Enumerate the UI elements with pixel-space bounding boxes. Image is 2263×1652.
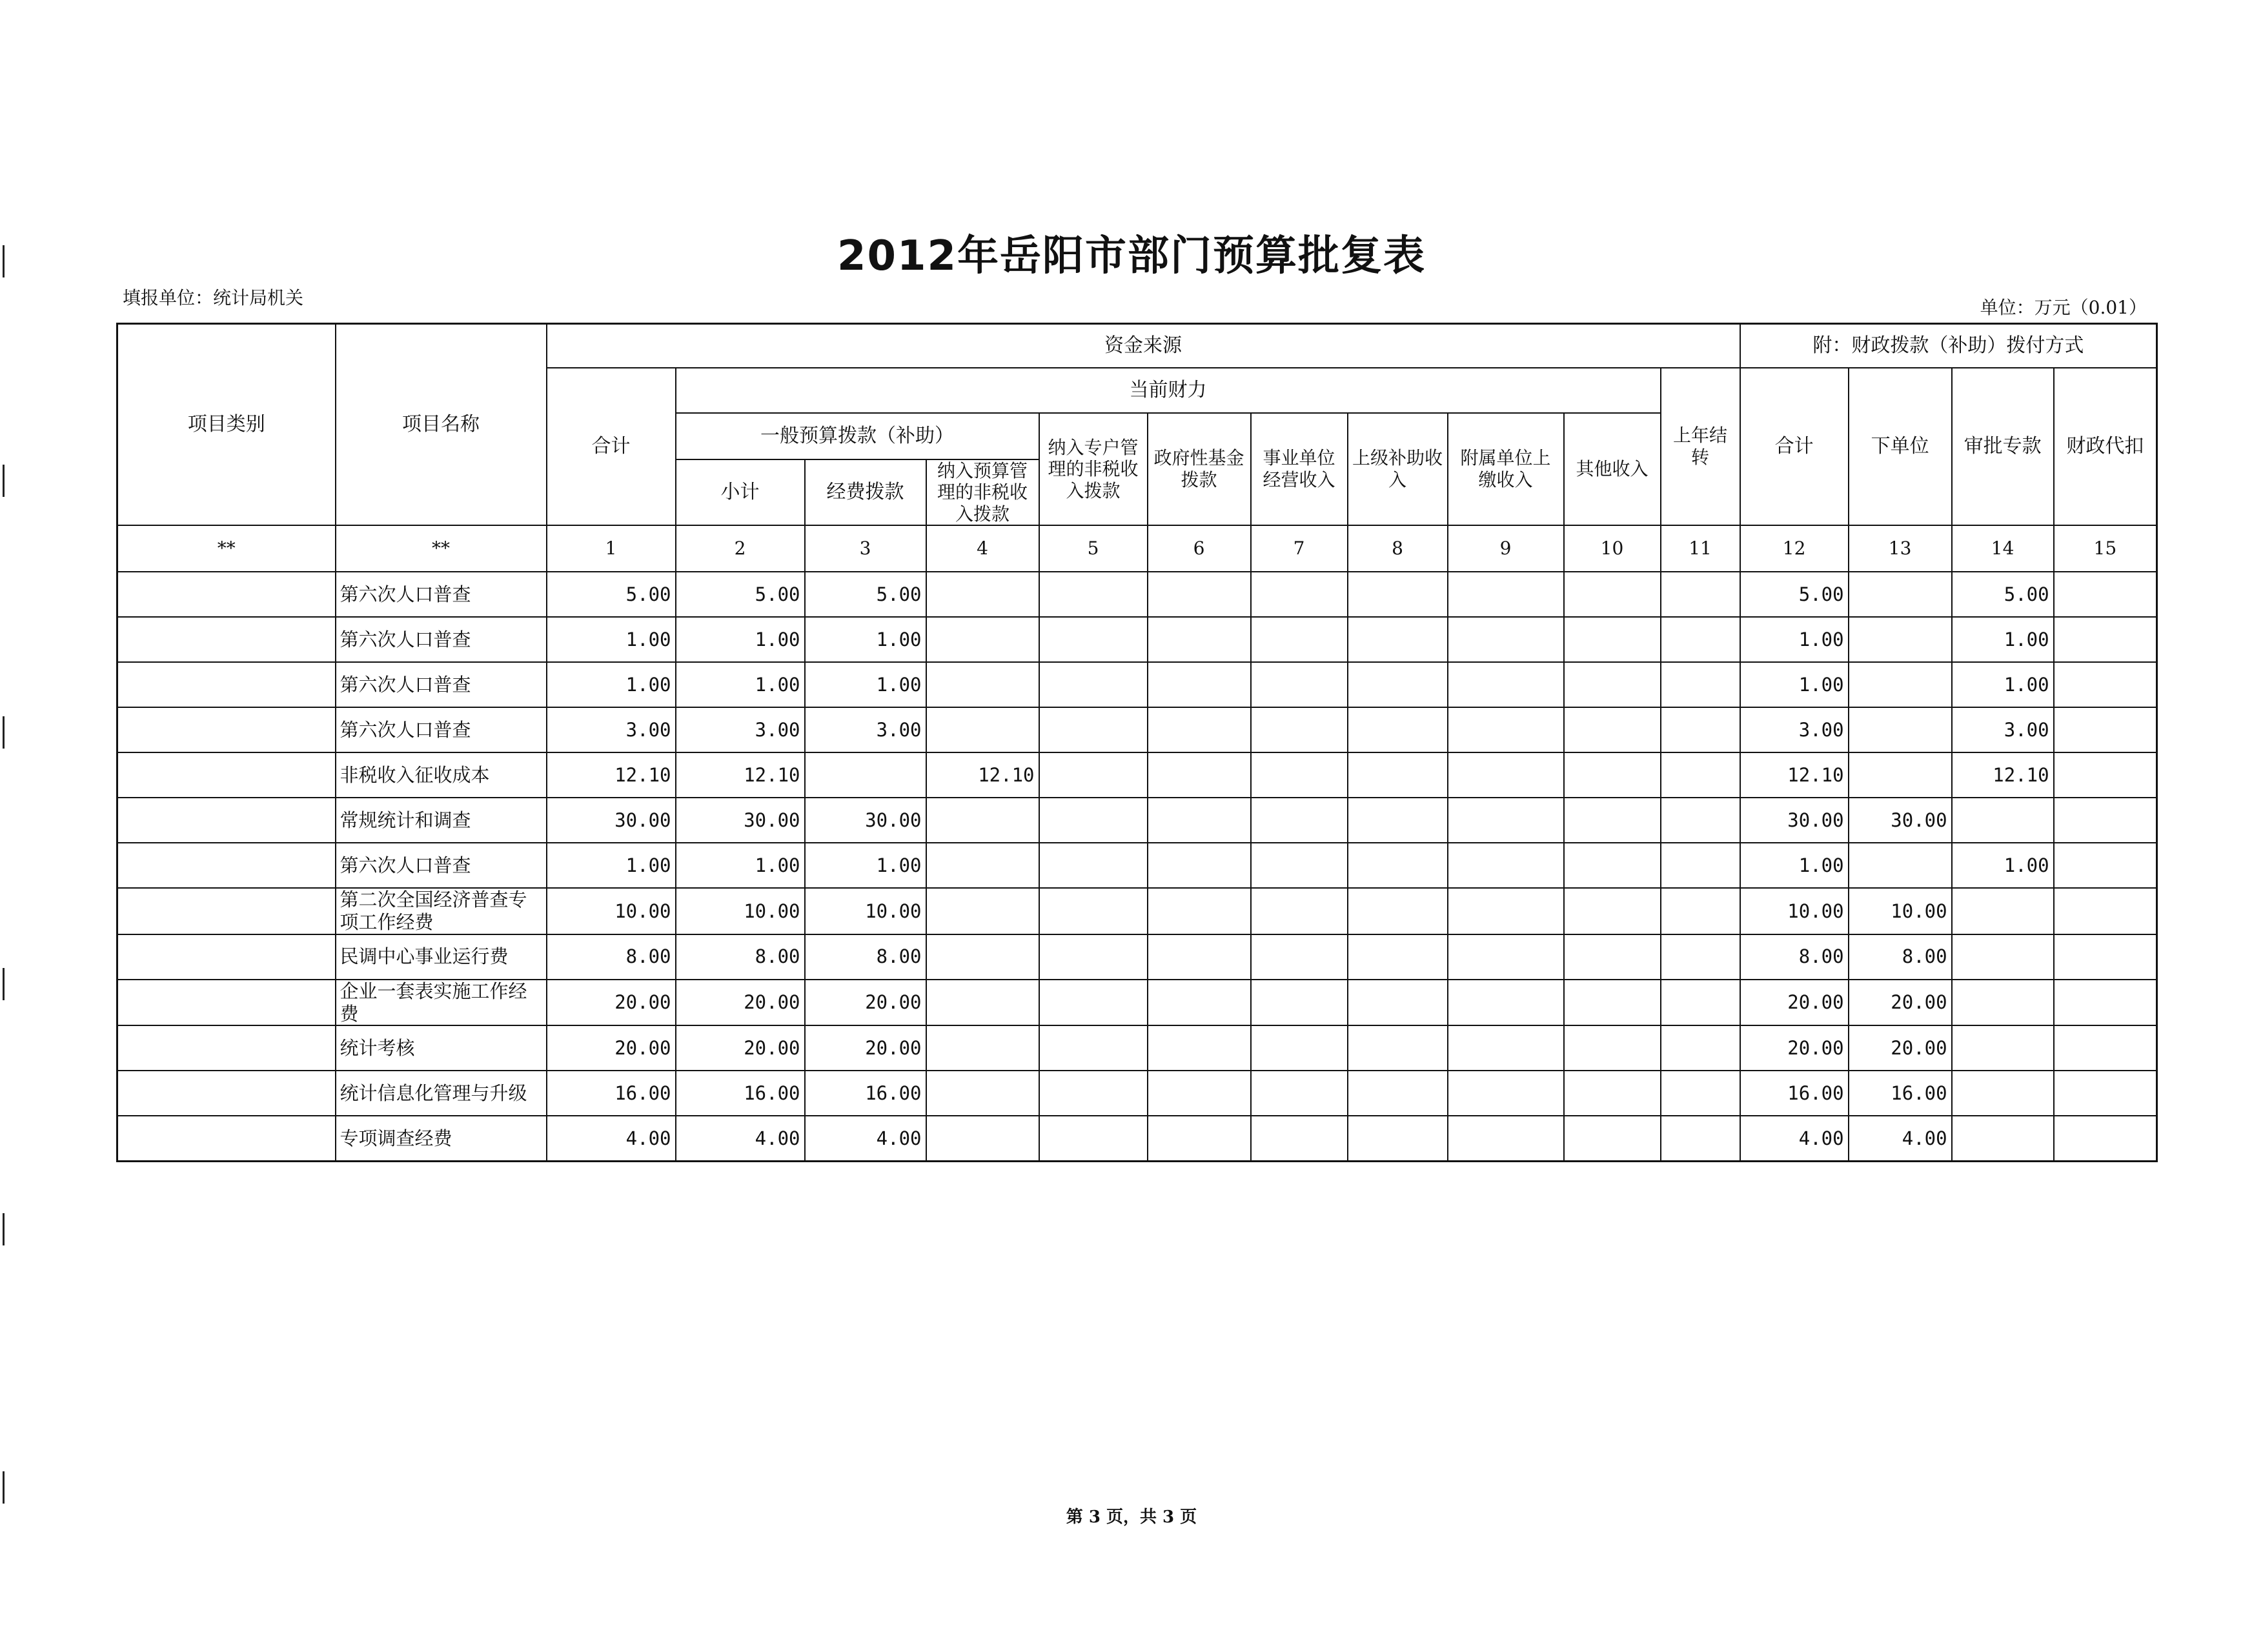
cell-amount-c2: 1.00 [676, 843, 805, 888]
cell-project-name: 非税收入征收成本 [336, 752, 547, 798]
cell-project-name: 统计信息化管理与升级 [336, 1071, 547, 1116]
cell-amount-c12: 20.00 [1740, 1025, 1849, 1071]
cell-amount-c3: 4.00 [805, 1116, 926, 1161]
cell-amount-c10 [1564, 617, 1661, 662]
cell-project-category [117, 934, 336, 980]
cell-amount-c12: 16.00 [1740, 1071, 1849, 1116]
cell-amount-c2: 12.10 [676, 752, 805, 798]
table-row [117, 1025, 2157, 1071]
cell-amount-c1: 4.00 [547, 1116, 676, 1161]
cell-amount-c14 [1952, 980, 2054, 1026]
cell-amount-c11 [1661, 617, 1740, 662]
cell-amount-c11 [1661, 662, 1740, 707]
cell-amount-c2: 20.00 [676, 1025, 805, 1071]
cell-amount-c2: 4.00 [676, 1116, 805, 1161]
cell-amount-c14 [1952, 798, 2054, 843]
cell-amount-c15 [2054, 707, 2157, 752]
cell-amount-c4 [926, 888, 1039, 934]
cell-amount-c9 [1448, 572, 1564, 617]
cell-amount-c10 [1564, 752, 1661, 798]
cell-amount-c5 [1039, 843, 1148, 888]
cell-amount-c4 [926, 617, 1039, 662]
cell-amount-c7 [1251, 1025, 1348, 1071]
header-affiliate-income: 附属单位上缴收入 [1448, 413, 1564, 526]
cell-project-category [117, 843, 336, 888]
cell-project-category [117, 572, 336, 617]
table-row [117, 662, 2157, 707]
cell-amount-c14 [1952, 934, 2054, 980]
column-index: 13 [1849, 525, 1952, 572]
cell-amount-c14 [1952, 1116, 2054, 1161]
cell-amount-c4 [926, 1116, 1039, 1161]
cell-amount-c8 [1348, 980, 1448, 1026]
cell-amount-c13 [1849, 617, 1952, 662]
cell-amount-c9 [1448, 888, 1564, 934]
cell-project-category [117, 662, 336, 707]
cell-amount-c14 [1952, 1025, 2054, 1071]
column-index: 15 [2054, 525, 2157, 572]
cell-amount-c9 [1448, 1116, 1564, 1161]
table-row [117, 798, 2157, 843]
budget-table-body [117, 572, 2157, 1161]
header-carryover: 上年结转 [1661, 368, 1740, 526]
header-funding-source: 资金来源 [547, 324, 1740, 368]
cell-amount-c8 [1348, 1071, 1448, 1116]
cell-amount-c10 [1564, 1071, 1661, 1116]
column-index: 3 [805, 525, 926, 572]
header-other-income: 其他收入 [1564, 413, 1661, 526]
cell-amount-c12: 1.00 [1740, 662, 1849, 707]
cell-amount-c5 [1039, 707, 1148, 752]
cell-amount-c1: 12.10 [547, 752, 676, 798]
header-operating-funds: 经费拨款 [805, 459, 926, 526]
cell-amount-c10 [1564, 798, 1661, 843]
cell-amount-c1: 1.00 [547, 843, 676, 888]
cell-amount-c1: 3.00 [547, 707, 676, 752]
cell-amount-c12: 10.00 [1740, 888, 1849, 934]
cell-amount-c9 [1448, 707, 1564, 752]
cell-amount-c6 [1148, 1116, 1251, 1161]
cell-project-name: 第六次人口普查 [336, 843, 547, 888]
cell-amount-c4 [926, 662, 1039, 707]
table-row [117, 980, 2157, 1026]
cell-amount-c13 [1849, 662, 1952, 707]
header-subtotal: 小计 [676, 459, 805, 526]
cell-amount-c5 [1039, 888, 1148, 934]
cell-amount-c4 [926, 798, 1039, 843]
cell-amount-c10 [1564, 934, 1661, 980]
cell-amount-c11 [1661, 572, 1740, 617]
cell-amount-c13: 4.00 [1849, 1116, 1952, 1161]
cell-project-category [117, 752, 336, 798]
cell-amount-c2: 20.00 [676, 980, 805, 1026]
cell-amount-c1: 5.00 [547, 572, 676, 617]
column-index: 9 [1448, 525, 1564, 572]
column-index: 12 [1740, 525, 1849, 572]
cell-amount-c2: 8.00 [676, 934, 805, 980]
cell-amount-c6 [1148, 1025, 1251, 1071]
cell-project-name: 企业一套表实施工作经费 [336, 980, 547, 1026]
cell-amount-c8 [1348, 662, 1448, 707]
column-index: 11 [1661, 525, 1740, 572]
cell-amount-c8 [1348, 1116, 1448, 1161]
cell-amount-c10 [1564, 888, 1661, 934]
header-non-tax-special: 纳入专户管理的非税收入拨款 [1039, 413, 1148, 526]
cell-amount-c8 [1348, 707, 1448, 752]
cell-amount-c9 [1448, 662, 1564, 707]
header-lower-unit: 下单位 [1849, 368, 1952, 526]
table-row [117, 572, 2157, 617]
cell-project-name: 常规统计和调查 [336, 798, 547, 843]
cell-amount-c8 [1348, 617, 1448, 662]
cell-amount-c14: 1.00 [1952, 662, 2054, 707]
cell-amount-c2: 5.00 [676, 572, 805, 617]
cell-amount-c2: 1.00 [676, 617, 805, 662]
header-appendix-total: 合计 [1740, 368, 1849, 526]
reporting-unit: 填报单位：统计局机关 [123, 287, 304, 308]
cell-amount-c3: 8.00 [805, 934, 926, 980]
cell-amount-c7 [1251, 1071, 1348, 1116]
cell-amount-c3: 3.00 [805, 707, 926, 752]
scan-edge-mark [3, 1471, 5, 1504]
cell-amount-c10 [1564, 707, 1661, 752]
table-row [117, 888, 2157, 934]
cell-amount-c15 [2054, 1116, 2157, 1161]
cell-amount-c15 [2054, 980, 2157, 1026]
cell-amount-c7 [1251, 662, 1348, 707]
cell-amount-c13: 20.00 [1849, 980, 1952, 1026]
header-general-budget: 一般预算拨款（补助） [676, 413, 1039, 459]
cell-amount-c10 [1564, 662, 1661, 707]
column-index: 6 [1148, 525, 1251, 572]
cell-amount-c13: 30.00 [1849, 798, 1952, 843]
cell-amount-c8 [1348, 843, 1448, 888]
cell-amount-c10 [1564, 1116, 1661, 1161]
page-footer: 第 3 页，共 3 页 [1066, 1507, 1197, 1527]
cell-amount-c12: 3.00 [1740, 707, 1849, 752]
cell-amount-c6 [1148, 798, 1251, 843]
cell-project-name: 第六次人口普查 [336, 707, 547, 752]
cell-amount-c15 [2054, 934, 2157, 980]
cell-amount-c15 [2054, 843, 2157, 888]
cell-project-name: 第六次人口普查 [336, 662, 547, 707]
cell-amount-c15 [2054, 752, 2157, 798]
cell-amount-c6 [1148, 1071, 1251, 1116]
cell-amount-c6 [1148, 934, 1251, 980]
cell-amount-c14: 3.00 [1952, 707, 2054, 752]
cell-amount-c9 [1448, 934, 1564, 980]
cell-amount-c11 [1661, 752, 1740, 798]
cell-amount-c11 [1661, 1025, 1740, 1071]
cell-amount-c7 [1251, 888, 1348, 934]
column-index: 5 [1039, 525, 1148, 572]
cell-amount-c7 [1251, 617, 1348, 662]
cell-amount-c13 [1849, 843, 1952, 888]
table-row [117, 934, 2157, 980]
cell-amount-c1: 1.00 [547, 662, 676, 707]
cell-amount-c7 [1251, 752, 1348, 798]
cell-amount-c13: 8.00 [1849, 934, 1952, 980]
cell-amount-c8 [1348, 572, 1448, 617]
cell-amount-c3 [805, 752, 926, 798]
cell-amount-c2: 10.00 [676, 888, 805, 934]
cell-amount-c5 [1039, 1025, 1148, 1071]
cell-amount-c4 [926, 572, 1039, 617]
table-row [117, 752, 2157, 798]
column-index: ** [117, 525, 336, 572]
cell-amount-c13 [1849, 752, 1952, 798]
cell-amount-c3: 1.00 [805, 617, 926, 662]
cell-project-category [117, 980, 336, 1026]
column-index: 1 [547, 525, 676, 572]
column-index: ** [336, 525, 547, 572]
cell-amount-c2: 30.00 [676, 798, 805, 843]
cell-amount-c5 [1039, 572, 1148, 617]
cell-amount-c13: 20.00 [1849, 1025, 1952, 1071]
cell-amount-c12: 12.10 [1740, 752, 1849, 798]
cell-project-category [117, 1071, 336, 1116]
cell-amount-c14: 5.00 [1952, 572, 2054, 617]
cell-project-category [117, 617, 336, 662]
column-index-row [117, 525, 2157, 572]
cell-amount-c1: 8.00 [547, 934, 676, 980]
cell-amount-c15 [2054, 1071, 2157, 1116]
cell-amount-c11 [1661, 1071, 1740, 1116]
cell-amount-c5 [1039, 798, 1148, 843]
cell-amount-c10 [1564, 1025, 1661, 1071]
cell-amount-c5 [1039, 752, 1148, 798]
header-approved-special: 审批专款 [1952, 368, 2054, 526]
column-index: 4 [926, 525, 1039, 572]
cell-project-category [117, 1116, 336, 1161]
cell-amount-c9 [1448, 617, 1564, 662]
cell-amount-c12: 1.00 [1740, 617, 1849, 662]
header-superior-subsidy: 上级补助收入 [1348, 413, 1448, 526]
cell-project-name: 民调中心事业运行费 [336, 934, 547, 980]
cell-amount-c13 [1849, 707, 1952, 752]
cell-amount-c5 [1039, 1116, 1148, 1161]
cell-amount-c15 [2054, 888, 2157, 934]
cell-amount-c1: 30.00 [547, 798, 676, 843]
cell-amount-c3: 5.00 [805, 572, 926, 617]
cell-amount-c9 [1448, 843, 1564, 888]
cell-amount-c12: 30.00 [1740, 798, 1849, 843]
cell-amount-c3: 16.00 [805, 1071, 926, 1116]
cell-amount-c11 [1661, 798, 1740, 843]
header-finance-deduction: 财政代扣 [2054, 368, 2157, 526]
cell-amount-c13 [1849, 572, 1952, 617]
cell-amount-c4: 12.10 [926, 752, 1039, 798]
cell-amount-c6 [1148, 843, 1251, 888]
cell-amount-c7 [1251, 707, 1348, 752]
cell-amount-c6 [1148, 572, 1251, 617]
cell-amount-c2: 3.00 [676, 707, 805, 752]
scan-edge-mark [3, 968, 5, 1000]
cell-amount-c6 [1148, 707, 1251, 752]
cell-amount-c3: 10.00 [805, 888, 926, 934]
cell-project-category [117, 798, 336, 843]
cell-amount-c10 [1564, 980, 1661, 1026]
cell-amount-c15 [2054, 572, 2157, 617]
header-appendix: 附：财政拨款（补助）拨付方式 [1740, 324, 2157, 368]
cell-project-category [117, 1025, 336, 1071]
cell-amount-c3: 30.00 [805, 798, 926, 843]
column-index: 7 [1251, 525, 1348, 572]
cell-amount-c11 [1661, 934, 1740, 980]
cell-amount-c4 [926, 934, 1039, 980]
cell-amount-c7 [1251, 843, 1348, 888]
cell-amount-c4 [926, 1025, 1039, 1071]
cell-amount-c12: 1.00 [1740, 843, 1849, 888]
cell-project-category [117, 707, 336, 752]
scan-edge-mark [3, 465, 5, 497]
cell-amount-c7 [1251, 980, 1348, 1026]
cell-amount-c13: 10.00 [1849, 888, 1952, 934]
cell-amount-c8 [1348, 752, 1448, 798]
cell-amount-c14 [1952, 888, 2054, 934]
cell-amount-c11 [1661, 707, 1740, 752]
cell-amount-c5 [1039, 1071, 1148, 1116]
cell-amount-c1: 20.00 [547, 980, 676, 1026]
cell-project-name: 第六次人口普查 [336, 617, 547, 662]
header-non-tax-in-budget: 纳入预算管理的非税收入拨款 [926, 459, 1039, 526]
header-institution-income: 事业单位经营收入 [1251, 413, 1348, 526]
column-index: 8 [1348, 525, 1448, 572]
column-index: 14 [1952, 525, 2054, 572]
cell-amount-c9 [1448, 752, 1564, 798]
cell-amount-c7 [1251, 798, 1348, 843]
cell-amount-c6 [1148, 662, 1251, 707]
cell-amount-c11 [1661, 843, 1740, 888]
cell-amount-c4 [926, 707, 1039, 752]
cell-amount-c12: 5.00 [1740, 572, 1849, 617]
cell-project-name: 第六次人口普查 [336, 572, 547, 617]
cell-amount-c7 [1251, 572, 1348, 617]
scan-edge-mark [3, 716, 5, 749]
cell-amount-c9 [1448, 980, 1564, 1026]
cell-amount-c2: 1.00 [676, 662, 805, 707]
cell-amount-c8 [1348, 1025, 1448, 1071]
column-index: 10 [1564, 525, 1661, 572]
table-row [117, 707, 2157, 752]
cell-amount-c6 [1148, 617, 1251, 662]
cell-project-name: 统计考核 [336, 1025, 547, 1071]
cell-amount-c15 [2054, 662, 2157, 707]
cell-amount-c9 [1448, 798, 1564, 843]
cell-amount-c3: 1.00 [805, 662, 926, 707]
table-row [117, 1116, 2157, 1161]
cell-amount-c9 [1448, 1025, 1564, 1071]
table-row [117, 843, 2157, 888]
table-row [117, 617, 2157, 662]
cell-amount-c10 [1564, 572, 1661, 617]
cell-amount-c2: 16.00 [676, 1071, 805, 1116]
cell-amount-c8 [1348, 934, 1448, 980]
scan-edge-mark [3, 1213, 5, 1245]
cell-amount-c4 [926, 843, 1039, 888]
cell-amount-c8 [1348, 888, 1448, 934]
header-project-name: 项目名称 [336, 324, 547, 526]
cell-amount-c3: 20.00 [805, 1025, 926, 1071]
cell-amount-c7 [1251, 1116, 1348, 1161]
cell-amount-c14: 1.00 [1952, 617, 2054, 662]
cell-project-name: 第二次全国经济普查专项工作经费 [336, 888, 547, 934]
cell-project-category [117, 888, 336, 934]
cell-amount-c1: 1.00 [547, 617, 676, 662]
cell-amount-c13: 16.00 [1849, 1071, 1952, 1116]
currency-unit: 单位：万元（0.01） [1980, 297, 2147, 318]
cell-amount-c1: 10.00 [547, 888, 676, 934]
column-index: 2 [676, 525, 805, 572]
header-current-finance: 当前财力 [676, 368, 1661, 413]
budget-table [116, 323, 2158, 1162]
cell-amount-c6 [1148, 752, 1251, 798]
cell-amount-c3: 1.00 [805, 843, 926, 888]
page-title: 2012年岳阳市部门预算批复表 [837, 232, 1426, 280]
cell-amount-c1: 16.00 [547, 1071, 676, 1116]
cell-amount-c12: 4.00 [1740, 1116, 1849, 1161]
cell-amount-c11 [1661, 1116, 1740, 1161]
cell-amount-c10 [1564, 843, 1661, 888]
cell-amount-c15 [2054, 617, 2157, 662]
cell-amount-c14: 12.10 [1952, 752, 2054, 798]
cell-amount-c15 [2054, 1025, 2157, 1071]
cell-amount-c6 [1148, 888, 1251, 934]
cell-amount-c14: 1.00 [1952, 843, 2054, 888]
header-total: 合计 [547, 368, 676, 526]
cell-amount-c8 [1348, 798, 1448, 843]
cell-amount-c3: 20.00 [805, 980, 926, 1026]
table-row [117, 1071, 2157, 1116]
header-gov-fund: 政府性基金拨款 [1148, 413, 1251, 526]
cell-amount-c9 [1448, 1071, 1564, 1116]
cell-amount-c5 [1039, 934, 1148, 980]
cell-amount-c5 [1039, 980, 1148, 1026]
cell-amount-c15 [2054, 798, 2157, 843]
cell-amount-c4 [926, 1071, 1039, 1116]
cell-amount-c11 [1661, 980, 1740, 1026]
cell-amount-c5 [1039, 617, 1148, 662]
cell-amount-c7 [1251, 934, 1348, 980]
cell-amount-c1: 20.00 [547, 1025, 676, 1071]
cell-amount-c11 [1661, 888, 1740, 934]
cell-amount-c14 [1952, 1071, 2054, 1116]
header-project-category: 项目类别 [117, 324, 336, 526]
cell-project-name: 专项调查经费 [336, 1116, 547, 1161]
cell-amount-c6 [1148, 980, 1251, 1026]
cell-amount-c4 [926, 980, 1039, 1026]
cell-amount-c5 [1039, 662, 1148, 707]
cell-amount-c12: 8.00 [1740, 934, 1849, 980]
cell-amount-c12: 20.00 [1740, 980, 1849, 1026]
